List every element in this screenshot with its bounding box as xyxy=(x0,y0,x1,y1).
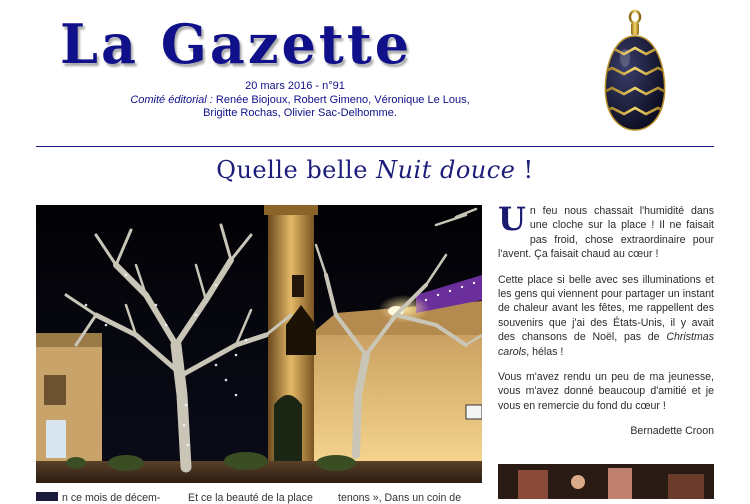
issue-date-number: 20 mars 2016 - n°91 xyxy=(245,80,345,92)
editorial-committee xyxy=(110,94,490,120)
article-signature: Bernadette Croon xyxy=(630,425,714,438)
article-paragraph-1: Un feu nous chassait l'humidité dans une cloche sur la place ! Il ne faisait pas froid, chose extraordinaire pour l'avent. Ça faisait chaud au cœur ! xyxy=(498,200,714,261)
secondary-photo xyxy=(498,464,714,499)
article-headline: Quelle belle Nuit douce ! xyxy=(216,156,534,184)
article-paragraph-3: Vous m'avez rendu un peu de ma jeunesse, vous m'avez donné beaucoup d'amitié et je vous en remercie du fond du cœur ! xyxy=(498,371,714,412)
headline-emphasis: Nuit douce xyxy=(376,156,516,184)
header-divider xyxy=(36,146,714,147)
bottom-column-2: Et ce la beauté de la place xyxy=(188,492,313,504)
drop-cap: U xyxy=(498,200,526,238)
committee-names-1: Renée Biojoux, Robert Gimeno, Véronique Le Lous, xyxy=(212,94,470,106)
faberge-egg-icon xyxy=(600,8,670,136)
bottom-drop-cap xyxy=(36,492,58,501)
committee-label: Comité éditorial : xyxy=(130,94,213,106)
article-body xyxy=(498,200,714,450)
bottom-column-3: tenons », Dans un coin de xyxy=(338,492,462,504)
masthead-title: La Gazette xyxy=(60,12,413,76)
bottom-column-1: n ce mois de décem- xyxy=(62,492,161,504)
article-paragraph-2: Cette place si belle avec ses illuminations et les gens qui viennent pour partager un instant de chaleur avant les fêtes, me rappellent des souvenirs que j'ai des États-Unis, il y avait des chansons de Noël, pas de Christmas carols, hélas ! xyxy=(498,273,714,358)
night-square-photo xyxy=(36,205,482,483)
committee-names-2: Brigitte Rochas, Olivier Sac-Delhomme. xyxy=(203,107,397,119)
